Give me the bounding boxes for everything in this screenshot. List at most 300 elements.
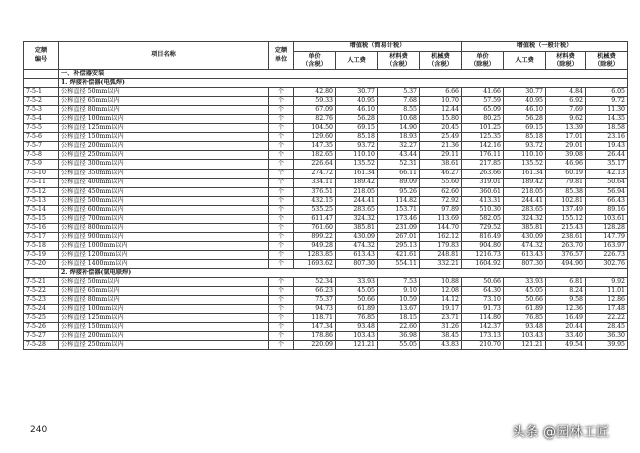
row-value: 9.10 xyxy=(378,287,420,296)
row-value: 332.21 xyxy=(420,259,462,268)
row-value: 162.12 xyxy=(420,232,462,241)
row-value: 231.09 xyxy=(378,223,420,232)
row-value: 9.92 xyxy=(586,278,628,287)
row-value: 413.31 xyxy=(462,196,504,205)
row-value: 18.58 xyxy=(586,124,628,133)
row-value: 807.30 xyxy=(504,259,546,268)
row-unit: 个 xyxy=(269,160,294,169)
row-value: 11.30 xyxy=(586,106,628,115)
row-name: 公称直径 500mm以内 xyxy=(59,196,269,205)
row-name: 公称直径 100mm以内 xyxy=(59,115,269,124)
row-value: 46.96 xyxy=(546,160,586,169)
row-value: 64.30 xyxy=(462,287,504,296)
subsection-title: 2. 焊接补偿器(氩电联焊) xyxy=(59,269,628,278)
row-code: 7-5-26 xyxy=(24,323,59,332)
row-value: 12.36 xyxy=(546,305,586,314)
row-code: 7-5-25 xyxy=(24,314,59,323)
row-value: 93.72 xyxy=(336,142,378,151)
row-value: 244.41 xyxy=(504,196,546,205)
row-value: 218.05 xyxy=(336,187,378,196)
row-code: 7-5-14 xyxy=(24,205,59,214)
table-row xyxy=(24,88,628,97)
row-value: 10.70 xyxy=(420,97,462,106)
row-value: 432.15 xyxy=(294,196,336,205)
row-code: 7-5-12 xyxy=(24,187,59,196)
row-code: 7-5-27 xyxy=(24,332,59,341)
row-value: 57.59 xyxy=(462,97,504,106)
table-row xyxy=(24,259,628,268)
row-value: 76.85 xyxy=(504,314,546,323)
row-name: 公称直径 80mm以内 xyxy=(59,296,269,305)
row-value: 17.48 xyxy=(586,305,628,314)
row-value: 55.60 xyxy=(420,178,462,187)
row-code: 7-5-9 xyxy=(24,160,59,169)
row-value: 52.34 xyxy=(294,278,336,287)
row-value: 46.10 xyxy=(336,106,378,115)
row-value: 10.68 xyxy=(378,115,420,124)
row-value: 85.18 xyxy=(504,133,546,142)
row-code: 7-5-7 xyxy=(24,142,59,151)
row-unit: 个 xyxy=(269,106,294,115)
row-code: 7-5-2 xyxy=(24,97,59,106)
row-value: 142.37 xyxy=(462,323,504,332)
row-value: 19.43 xyxy=(586,142,628,151)
table-row xyxy=(24,187,628,196)
row-value: 155.12 xyxy=(546,214,586,223)
row-value: 8.55 xyxy=(378,106,420,115)
table-row xyxy=(24,169,628,178)
row-value: 121.21 xyxy=(504,341,546,350)
row-value: 385.81 xyxy=(504,223,546,232)
row-value: 807.30 xyxy=(336,259,378,268)
row-value: 66.43 xyxy=(586,196,628,205)
row-value: 82.76 xyxy=(294,115,336,124)
row-value: 46.10 xyxy=(504,106,546,115)
row-value: 59.33 xyxy=(294,97,336,106)
row-value: 535.25 xyxy=(294,205,336,214)
row-value: 4.84 xyxy=(546,88,586,97)
row-value: 50.66 xyxy=(336,296,378,305)
row-value: 6.05 xyxy=(586,88,628,97)
row-value: 360.61 xyxy=(462,187,504,196)
row-value: 40.95 xyxy=(336,97,378,106)
row-value: 110.10 xyxy=(504,151,546,160)
rate-table xyxy=(23,41,628,350)
row-value: 28.45 xyxy=(586,323,628,332)
row-value: 102.81 xyxy=(546,196,586,205)
row-value: 816.49 xyxy=(462,232,504,241)
row-value: 147.35 xyxy=(294,142,336,151)
row-value: 189.42 xyxy=(336,178,378,187)
row-value: 12.86 xyxy=(586,296,628,305)
row-value: 9.62 xyxy=(546,115,586,124)
row-name: 公称直径 600mm以内 xyxy=(59,205,269,214)
row-name: 公称直径 50mm以内 xyxy=(59,88,269,97)
subsection-row xyxy=(24,269,628,278)
row-value: 267.01 xyxy=(378,232,420,241)
row-code: 7-5-23 xyxy=(24,296,59,305)
row-value: 173.46 xyxy=(378,214,420,223)
row-value: 33.40 xyxy=(546,332,586,341)
row-code: 7-5-1 xyxy=(24,88,59,97)
header-subcolumn: 机械费 （含税） xyxy=(420,52,462,70)
row-name: 公称直径 900mm以内 xyxy=(59,232,269,241)
header-unit: 定额 单位 xyxy=(269,42,294,70)
row-value: 43.44 xyxy=(378,151,420,160)
row-unit: 个 xyxy=(269,151,294,160)
row-value: 129.60 xyxy=(294,133,336,142)
row-value: 32.27 xyxy=(378,142,420,151)
row-value: 189.42 xyxy=(504,178,546,187)
row-code: 7-5-4 xyxy=(24,115,59,124)
row-value: 474.32 xyxy=(504,241,546,250)
table-row xyxy=(24,115,628,124)
row-value: 66.11 xyxy=(378,169,420,178)
row-value: 101.25 xyxy=(462,124,504,133)
row-name: 公称直径 250mm以内 xyxy=(59,341,269,350)
row-name: 公称直径 300mm以内 xyxy=(59,160,269,169)
row-value: 110.10 xyxy=(336,151,378,160)
row-code: 7-5-22 xyxy=(24,287,59,296)
table-row xyxy=(24,205,628,214)
row-value: 56.28 xyxy=(504,115,546,124)
row-code: 7-5-17 xyxy=(24,232,59,241)
row-value: 42.13 xyxy=(586,169,628,178)
subsection-code-cell xyxy=(24,269,59,278)
row-value: 61.89 xyxy=(336,305,378,314)
table-row xyxy=(24,124,628,133)
row-value: 80.25 xyxy=(462,115,504,124)
table-row xyxy=(24,97,628,106)
row-value: 41.66 xyxy=(462,88,504,97)
row-value: 283.65 xyxy=(504,205,546,214)
row-value: 76.85 xyxy=(336,314,378,323)
row-value: 20.44 xyxy=(546,323,586,332)
row-value: 182.65 xyxy=(294,151,336,160)
row-unit: 个 xyxy=(269,259,294,268)
row-value: 1693.62 xyxy=(294,259,336,268)
row-value: 31.26 xyxy=(420,323,462,332)
row-name: 公称直径 150mm以内 xyxy=(59,323,269,332)
row-value: 49.54 xyxy=(546,341,586,350)
row-value: 36.30 xyxy=(586,332,628,341)
row-unit: 个 xyxy=(269,115,294,124)
row-name: 公称直径 125mm以内 xyxy=(59,124,269,133)
row-value: 19.17 xyxy=(420,305,462,314)
header-subcolumn: 人工费 xyxy=(504,52,546,70)
row-value: 385.81 xyxy=(336,223,378,232)
row-value: 7.53 xyxy=(378,278,420,287)
table-row xyxy=(24,151,628,160)
row-value: 52.31 xyxy=(378,160,420,169)
row-name: 公称直径 1200mm以内 xyxy=(59,250,269,259)
row-unit: 个 xyxy=(269,187,294,196)
row-value: 6.81 xyxy=(546,278,586,287)
row-value: 611.47 xyxy=(294,214,336,223)
row-value: 25.49 xyxy=(420,133,462,142)
row-value: 161.34 xyxy=(336,169,378,178)
row-value: 613.43 xyxy=(336,250,378,259)
row-name: 公称直径 350mm以内 xyxy=(59,169,269,178)
row-value: 55.05 xyxy=(378,341,420,350)
section-code-cell xyxy=(24,70,59,79)
row-value: 60.19 xyxy=(546,169,586,178)
row-value: 302.76 xyxy=(586,259,628,268)
table-body xyxy=(24,70,628,350)
row-value: 13.67 xyxy=(378,305,420,314)
row-unit: 个 xyxy=(269,214,294,223)
row-value: 18.93 xyxy=(378,133,420,142)
row-value: 21.36 xyxy=(420,142,462,151)
row-value: 104.50 xyxy=(294,124,336,133)
row-unit: 个 xyxy=(269,287,294,296)
row-unit: 个 xyxy=(269,178,294,187)
row-value: 244.41 xyxy=(336,196,378,205)
row-value: 554.11 xyxy=(378,259,420,268)
table-row xyxy=(24,232,628,241)
row-code: 7-5-16 xyxy=(24,223,59,232)
row-name: 公称直径 65mm以内 xyxy=(59,287,269,296)
row-value: 61.89 xyxy=(504,305,546,314)
page-number: 240 xyxy=(30,425,48,435)
row-unit: 个 xyxy=(269,241,294,250)
table-row xyxy=(24,214,628,223)
row-value: 113.69 xyxy=(420,214,462,223)
watermark: 头条 @园林工匠 xyxy=(512,425,610,440)
row-name: 公称直径 200mm以内 xyxy=(59,142,269,151)
row-value: 43.83 xyxy=(420,341,462,350)
row-value: 38.61 xyxy=(420,160,462,169)
row-value: 510.30 xyxy=(462,205,504,214)
row-value: 295.13 xyxy=(378,241,420,250)
row-value: 904.80 xyxy=(462,241,504,250)
row-code: 7-5-5 xyxy=(24,124,59,133)
row-value: 144.70 xyxy=(420,223,462,232)
row-value: 210.70 xyxy=(462,341,504,350)
row-name: 公称直径 125mm以内 xyxy=(59,314,269,323)
row-unit: 个 xyxy=(269,296,294,305)
row-value: 226.64 xyxy=(294,160,336,169)
row-name: 公称直径 400mm以内 xyxy=(59,178,269,187)
row-value: 39.95 xyxy=(586,341,628,350)
row-value: 85.38 xyxy=(546,187,586,196)
table-row xyxy=(24,332,628,341)
row-value: 50.64 xyxy=(586,178,628,187)
header-group-simple: 增值税（简易计税） xyxy=(294,42,462,52)
row-code: 7-5-21 xyxy=(24,278,59,287)
header-subcolumn: 人工费 xyxy=(336,52,378,70)
row-value: 40.95 xyxy=(504,97,546,106)
row-value: 29.11 xyxy=(420,151,462,160)
row-unit: 个 xyxy=(269,88,294,97)
section-title: 一、补偿器安装 xyxy=(59,70,628,79)
row-value: 103.61 xyxy=(586,214,628,223)
row-value: 319.01 xyxy=(462,178,504,187)
row-value: 176.11 xyxy=(462,151,504,160)
row-code: 7-5-10 xyxy=(24,169,59,178)
row-value: 33.93 xyxy=(336,278,378,287)
row-value: 7.68 xyxy=(378,97,420,106)
header-subcolumn: 单价 （含税） xyxy=(294,52,336,70)
subsection-code-cell xyxy=(24,79,59,88)
row-value: 94.73 xyxy=(294,305,336,314)
row-code: 7-5-6 xyxy=(24,133,59,142)
row-value: 39.08 xyxy=(546,151,586,160)
row-value: 218.05 xyxy=(504,187,546,196)
table-row xyxy=(24,160,628,169)
row-unit: 个 xyxy=(269,223,294,232)
row-value: 62.60 xyxy=(420,187,462,196)
row-value: 93.72 xyxy=(504,142,546,151)
row-value: 137.49 xyxy=(546,205,586,214)
row-value: 135.52 xyxy=(336,160,378,169)
row-value: 42.80 xyxy=(294,88,336,97)
row-value: 324.32 xyxy=(336,214,378,223)
row-value: 125.35 xyxy=(462,133,504,142)
row-value: 147.79 xyxy=(586,232,628,241)
row-value: 12.44 xyxy=(420,106,462,115)
row-code: 7-5-11 xyxy=(24,178,59,187)
row-code: 7-5-20 xyxy=(24,259,59,268)
row-name: 公称直径 450mm以内 xyxy=(59,187,269,196)
row-value: 761.60 xyxy=(294,223,336,232)
row-value: 20.45 xyxy=(420,124,462,133)
row-value: 38.45 xyxy=(420,332,462,341)
row-value: 26.44 xyxy=(586,151,628,160)
row-value: 56.94 xyxy=(586,187,628,196)
row-value: 89.09 xyxy=(378,178,420,187)
row-value: 93.48 xyxy=(336,323,378,332)
row-unit: 个 xyxy=(269,133,294,142)
row-unit: 个 xyxy=(269,196,294,205)
row-value: 494.90 xyxy=(546,259,586,268)
row-unit: 个 xyxy=(269,124,294,133)
row-value: 1283.85 xyxy=(294,250,336,259)
row-value: 114.82 xyxy=(378,196,420,205)
table-row xyxy=(24,133,628,142)
subsection-title: 1. 焊接补偿器(电弧焊) xyxy=(59,79,628,88)
row-value: 18.15 xyxy=(378,314,420,323)
row-unit: 个 xyxy=(269,142,294,151)
row-value: 69.15 xyxy=(504,124,546,133)
row-name: 公称直径 250mm以内 xyxy=(59,151,269,160)
row-value: 10.88 xyxy=(420,278,462,287)
table-row xyxy=(24,323,628,332)
row-value: 69.15 xyxy=(336,124,378,133)
table-header xyxy=(24,42,628,70)
row-value: 50.66 xyxy=(462,278,504,287)
row-value: 729.52 xyxy=(462,223,504,232)
row-value: 36.98 xyxy=(378,332,420,341)
row-value: 226.73 xyxy=(586,250,628,259)
row-name: 公称直径 700mm以内 xyxy=(59,214,269,223)
header-subcolumn: 机械费 （除税） xyxy=(586,52,628,70)
row-value: 23.16 xyxy=(586,133,628,142)
row-value: 93.48 xyxy=(504,323,546,332)
header-name: 项目名称 xyxy=(59,42,269,70)
row-value: 949.28 xyxy=(294,241,336,250)
row-value: 35.17 xyxy=(586,160,628,169)
row-value: 8.24 xyxy=(546,287,586,296)
row-value: 334.11 xyxy=(294,178,336,187)
table-row xyxy=(24,106,628,115)
row-code: 7-5-24 xyxy=(24,305,59,314)
row-code: 7-5-19 xyxy=(24,250,59,259)
row-value: 376.57 xyxy=(546,250,586,259)
header-group-general: 增值税（一般计税） xyxy=(462,42,628,52)
row-unit: 个 xyxy=(269,97,294,106)
row-value: 14.35 xyxy=(586,115,628,124)
row-value: 22.60 xyxy=(378,323,420,332)
row-code: 7-5-3 xyxy=(24,106,59,115)
row-value: 899.22 xyxy=(294,232,336,241)
row-value: 1604.92 xyxy=(462,259,504,268)
row-value: 89.16 xyxy=(586,205,628,214)
row-value: 173.13 xyxy=(462,332,504,341)
row-value: 66.23 xyxy=(294,287,336,296)
row-value: 11.01 xyxy=(586,287,628,296)
row-unit: 个 xyxy=(269,323,294,332)
table-row xyxy=(24,196,628,205)
row-unit: 个 xyxy=(269,169,294,178)
row-value: 142.16 xyxy=(462,142,504,151)
row-value: 103.43 xyxy=(336,332,378,341)
row-value: 153.71 xyxy=(378,205,420,214)
row-value: 161.34 xyxy=(504,169,546,178)
row-value: 7.69 xyxy=(546,106,586,115)
row-value: 30.77 xyxy=(336,88,378,97)
table-row xyxy=(24,314,628,323)
row-value: 103.43 xyxy=(504,332,546,341)
row-value: 79.81 xyxy=(546,178,586,187)
row-value: 283.65 xyxy=(336,205,378,214)
table-row xyxy=(24,305,628,314)
row-value: 75.37 xyxy=(294,296,336,305)
row-value: 118.71 xyxy=(294,314,336,323)
row-value: 263.66 xyxy=(462,169,504,178)
row-value: 376.51 xyxy=(294,187,336,196)
row-name: 公称直径 80mm以内 xyxy=(59,106,269,115)
row-value: 91.73 xyxy=(462,305,504,314)
row-value: 6.92 xyxy=(546,97,586,106)
header-subcolumn: 单价 （除税） xyxy=(462,52,504,70)
row-value: 474.32 xyxy=(336,241,378,250)
row-value: 29.01 xyxy=(546,142,586,151)
subsection-row xyxy=(24,79,628,88)
row-unit: 个 xyxy=(269,341,294,350)
row-value: 238.61 xyxy=(546,232,586,241)
table-row xyxy=(24,287,628,296)
row-value: 16.49 xyxy=(546,314,586,323)
row-name: 公称直径 65mm以内 xyxy=(59,97,269,106)
row-value: 582.05 xyxy=(462,214,504,223)
row-code: 7-5-8 xyxy=(24,151,59,160)
row-value: 147.34 xyxy=(294,323,336,332)
row-value: 135.52 xyxy=(504,160,546,169)
row-code: 7-5-28 xyxy=(24,341,59,350)
row-value: 14.12 xyxy=(420,296,462,305)
row-value: 73.10 xyxy=(462,296,504,305)
row-name: 公称直径 150mm以内 xyxy=(59,133,269,142)
row-value: 12.08 xyxy=(420,287,462,296)
row-name: 公称直径 800mm以内 xyxy=(59,223,269,232)
row-value: 67.09 xyxy=(294,106,336,115)
row-value: 274.72 xyxy=(294,169,336,178)
row-value: 13.39 xyxy=(546,124,586,133)
row-name: 公称直径 100mm以内 xyxy=(59,305,269,314)
row-value: 72.92 xyxy=(420,196,462,205)
row-code: 7-5-18 xyxy=(24,241,59,250)
